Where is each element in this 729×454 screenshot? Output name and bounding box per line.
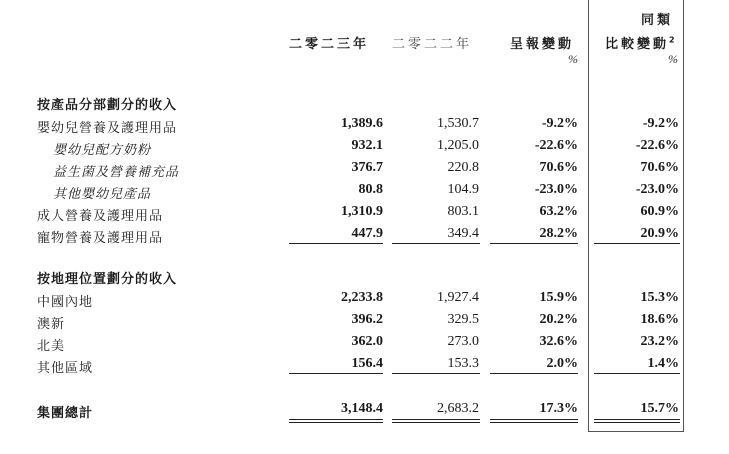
cell-reported: 32.6% [539,334,578,349]
total-2023: 3,148.4 [341,401,383,416]
row-label: 其他區域 [37,361,94,376]
header-comparable-line2 [605,33,678,52]
total-rule [392,422,480,423]
cell-2023: 156.4 [351,356,383,371]
cell-comparable: 23.2% [640,334,679,349]
pct-unit-comparable: % [668,52,678,66]
cell-comparable: 15.3% [640,290,679,305]
row-label: 嬰幼兒配方奶粉 [53,143,152,158]
header-2022: 二零二二年 [392,37,473,52]
total-rule [289,422,383,423]
total-comparable: 15.7% [640,401,679,416]
header-comparable-line1: 同類 [641,13,674,28]
subtotal-rule [289,243,383,244]
total-rule [289,419,383,420]
total-rule [490,419,578,420]
cell-comparable: -9.2% [642,116,679,131]
cell-2022: 104.9 [447,182,479,197]
subtotal-rule [392,243,480,244]
row-label: 澳新 [37,317,66,332]
header-comparable-text: 比較變動 [605,37,670,52]
cell-2023: 2,233.8 [341,290,383,305]
row-label: 中國內地 [37,295,94,310]
row-label: 寵物營養及護理用品 [37,231,164,246]
cell-reported: 20.2% [539,312,578,327]
cell-2022: 153.3 [447,356,479,371]
cell-comparable: 18.6% [640,312,679,327]
cell-2023: 1,310.9 [341,204,383,219]
total-2022: 2,683.2 [437,401,479,416]
subtotal-rule [594,373,680,374]
row-label: 成人營養及護理用品 [37,209,164,224]
section-title-product: 按產品分部劃分的收入 [37,98,178,113]
cell-comparable: -22.6% [635,138,679,153]
pct-unit-reported: % [568,52,578,66]
cell-comparable: 70.6% [640,160,679,175]
cell-reported: -23.0% [534,182,578,197]
subtotal-rule [490,243,578,244]
cell-reported: 28.2% [539,226,578,241]
total-label: 集團總計 [37,406,94,421]
cell-reported: 2.0% [546,356,578,371]
cell-reported: 15.9% [539,290,578,305]
subtotal-rule [490,373,578,374]
total-rule [594,422,680,423]
total-rule [594,419,680,420]
cell-2023: 80.8 [358,182,383,197]
header-2023: 二零二三年 [289,37,370,52]
cell-reported: -9.2% [541,116,578,131]
subtotal-rule [289,373,383,374]
cell-2022: 273.0 [447,334,479,349]
cell-2023: 362.0 [351,334,383,349]
header-reported-change: 呈報變動 [510,37,575,52]
cell-2023: 396.2 [351,312,383,327]
cell-comparable: -23.0% [635,182,679,197]
cell-reported: 70.6% [539,160,578,175]
cell-2023: 376.7 [351,160,383,175]
total-rule [392,419,480,420]
cell-2023: 932.1 [351,138,383,153]
cell-comparable: 1.4% [647,356,679,371]
cell-2022: 349.4 [447,226,479,241]
cell-2022: 329.5 [447,312,479,327]
footnote-marker: 2 [669,35,678,45]
total-reported: 17.3% [539,401,578,416]
cell-2023: 447.9 [351,226,383,241]
row-label: 北美 [37,339,66,354]
row-label: 其他嬰幼兒產品 [53,187,152,202]
section-title-geography: 按地理位置劃分的收入 [37,272,178,287]
cell-2022: 220.8 [447,160,479,175]
row-label: 益生菌及營養補充品 [53,165,180,180]
cell-2023: 1,389.6 [341,116,383,131]
cell-2022: 1,927.4 [437,290,479,305]
row-label: 嬰幼兒營養及護理用品 [37,121,178,136]
cell-2022: 1,205.0 [437,138,479,153]
cell-reported: 63.2% [539,204,578,219]
cell-comparable: 20.9% [640,226,679,241]
cell-reported: -22.6% [534,138,578,153]
total-rule [490,422,578,423]
cell-comparable: 60.9% [640,204,679,219]
subtotal-rule [392,373,480,374]
cell-2022: 803.1 [447,204,479,219]
subtotal-rule [594,243,680,244]
cell-2022: 1,530.7 [437,116,479,131]
